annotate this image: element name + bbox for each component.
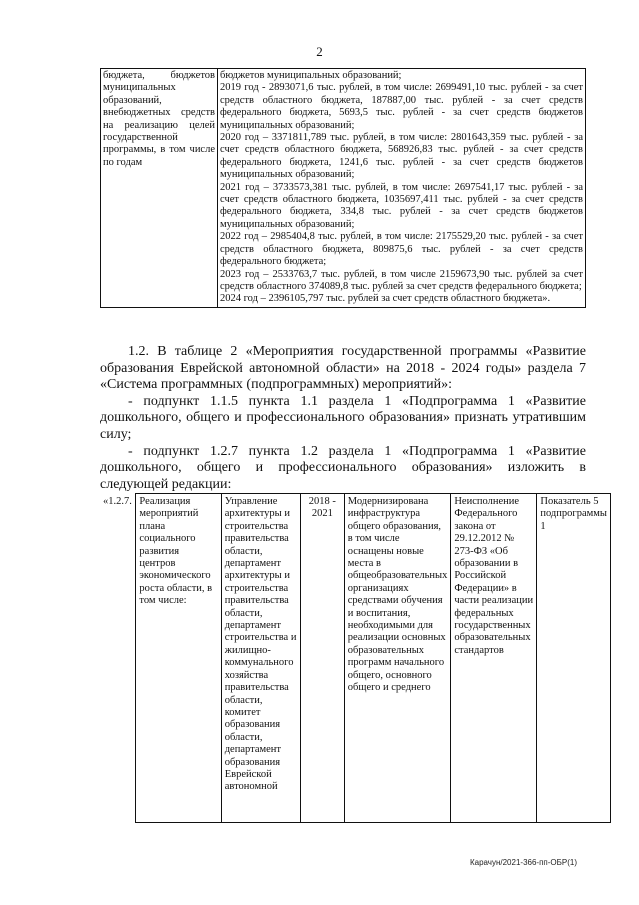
measures-table: [100, 493, 611, 823]
measure-name-cell: Реализация мероприятий плана социального развития центров экономического роста области, в том числе:: [136, 494, 221, 823]
table-row: [101, 69, 586, 308]
measure-indicator-cell: Показатель 5 подпрограммы 1: [537, 494, 611, 823]
paragraph-new-wording: - подпункт 1.2.7 пункта 1.2 раздела 1 «Подпрограмма 1 «Развитие дошкольного, общего и профессионального образования» изложить в следующей редакции:: [100, 443, 586, 492]
paragraph-amendment: 1.2. В таблице 2 «Мероприятия государственной программы «Развитие образования Еврейской автономной области» на 2018 - 2024 годы» раздела 7 «Система программных (подпрограммных) мероприятий»:: [100, 344, 586, 393]
financing-label-cell: бюджета, бюджетов муниципальных образований, внебюджетных средств на реализацию целей государственной программы, в том числе по годам: [101, 69, 218, 308]
financing-table: [100, 68, 586, 308]
financing-line: 2023 год – 2533763,7 тыс. рублей, в том числе 2159673,90 тыс. рублей за счет средств областного 374089,8 тыс. рублей за счет средств федерального бюджета;: [220, 268, 583, 292]
table-row: [100, 494, 611, 823]
page-number: 2: [316, 44, 323, 59]
financing-line: 2020 год – 3371811,789 тыс. рублей, в том числе: 2801643,359 тыс. рублей - за счет средств областного бюджета, 568926,83 тыс. рублей - за счет средств федерального бюджета, 1241,6 тыс. рублей - за счет средств бюджетов муниципальных образований;: [220, 132, 583, 181]
measure-code-cell: «1.2.7.: [100, 494, 136, 823]
document-reference: Карачун/2021-366-пп-ОБР(1): [469, 858, 577, 867]
financing-line: 2019 год - 2893071,6 тыс. рублей, в том числе: 2699491,10 тыс. рублей - за счет средств областного бюджета, 187887,00 тыс. рублей - за счет средств федерального бюджета, 5693,5 тыс. рублей - за счет средств бюджетов муниципальных образований;: [220, 82, 583, 131]
financing-line: бюджетов муниципальных образований;: [220, 70, 402, 81]
paragraph-repeal: - подпункт 1.1.5 пункта 1.1 раздела 1 «Подпрограмма 1 «Развитие дошкольного, общего и профессионального образования» признать утратившим силу;: [100, 393, 586, 442]
body-text: [100, 344, 586, 493]
measure-executor-cell: Управление архитектуры и строительства правительства области, департамент архитектуры и строительства правительства области, департамент строительства и жилищно-коммунального хозяйства правительства области, комитет образования области, департамент образования Еврейской автономной: [221, 494, 300, 823]
financing-values-cell: [218, 69, 586, 308]
financing-line: 2024 год – 2396105,797 тыс. рублей за счет средств областного бюджета».: [220, 293, 551, 305]
financing-line: 2022 год – 2985404,8 тыс. рублей, в том числе: 2175529,20 тыс. рублей - за счет средств областного бюджета, 809875,6 тыс. рублей - за счет средств федерального бюджета;: [220, 231, 583, 268]
measure-term-cell: 2018 - 2021: [300, 494, 344, 823]
measure-result-cell: Модернизирована инфраструктура общего образования, в том числе оснащены новые места в общеобразовательных организациях средствами обучения и воспитания, необходимыми для реализации основных образовательных программ начального общего, основного общего и среднего: [344, 494, 451, 823]
measure-consequence-cell: Неисполнение Федерального закона от 29.12.2012 № 273-ФЗ «Об образовании в Российской Федерации» в части реализации федеральных государственных образовательных стандартов: [451, 494, 537, 823]
financing-line: 2021 год – 3733573,381 тыс. рублей, в том числе: 2697541,17 тыс. рублей - за счет средств областного бюджета, 1035697,411 тыс. рублей - за счет средств федерального бюджета, 334,8 тыс. рублей - за счет средств бюджетов муниципальных образований;: [220, 181, 583, 230]
